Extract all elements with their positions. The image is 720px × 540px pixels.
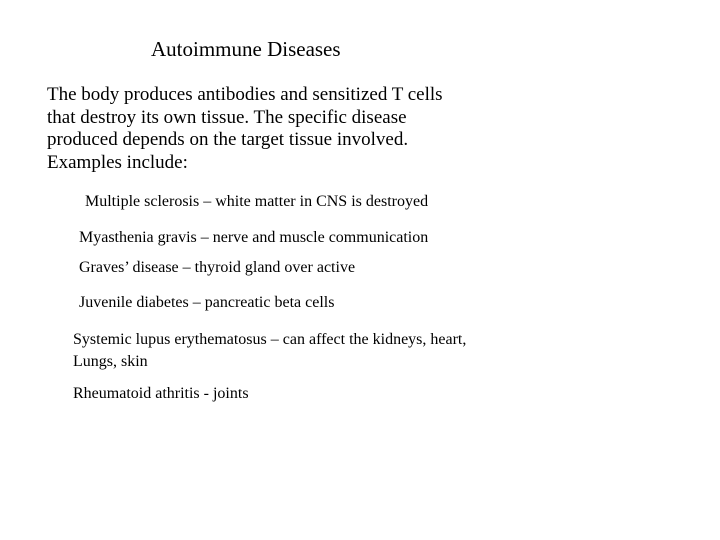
intro-line: Examples include:	[47, 151, 188, 173]
example-text: Graves’ disease – thyroid gland over active	[79, 259, 356, 276]
example-lupus	[73, 329, 466, 373]
example-text: Lungs, skin	[73, 353, 148, 370]
example-text: Myasthenia gravis – nerve and muscle communication	[79, 229, 429, 246]
intro-line: that destroy its own tissue. The specific disease	[47, 106, 407, 128]
example-text: Rheumatoid athritis - joints	[73, 385, 249, 402]
example-graves-disease	[79, 257, 355, 278]
example-myasthenia-gravis	[79, 227, 428, 248]
intro-line: produced depends on the target tissue involved.	[47, 129, 409, 150]
example-multiple-sclerosis	[85, 191, 428, 212]
slide-title: Autoimmune Diseases	[151, 37, 341, 61]
example-rheumatoid-arthritis	[73, 383, 249, 404]
example-text: Multiple sclerosis – white matter in CNS is destroyed	[85, 193, 429, 210]
example-juvenile-diabetes	[79, 292, 334, 313]
example-text: Juvenile diabetes – pancreatic beta cells	[79, 294, 335, 311]
intro-paragraph	[47, 84, 443, 174]
example-text: Systemic lupus erythematosus – can affect the kidneys, heart,	[73, 331, 467, 348]
intro-line: The body produces antibodies and sensitized T cells	[47, 84, 443, 105]
